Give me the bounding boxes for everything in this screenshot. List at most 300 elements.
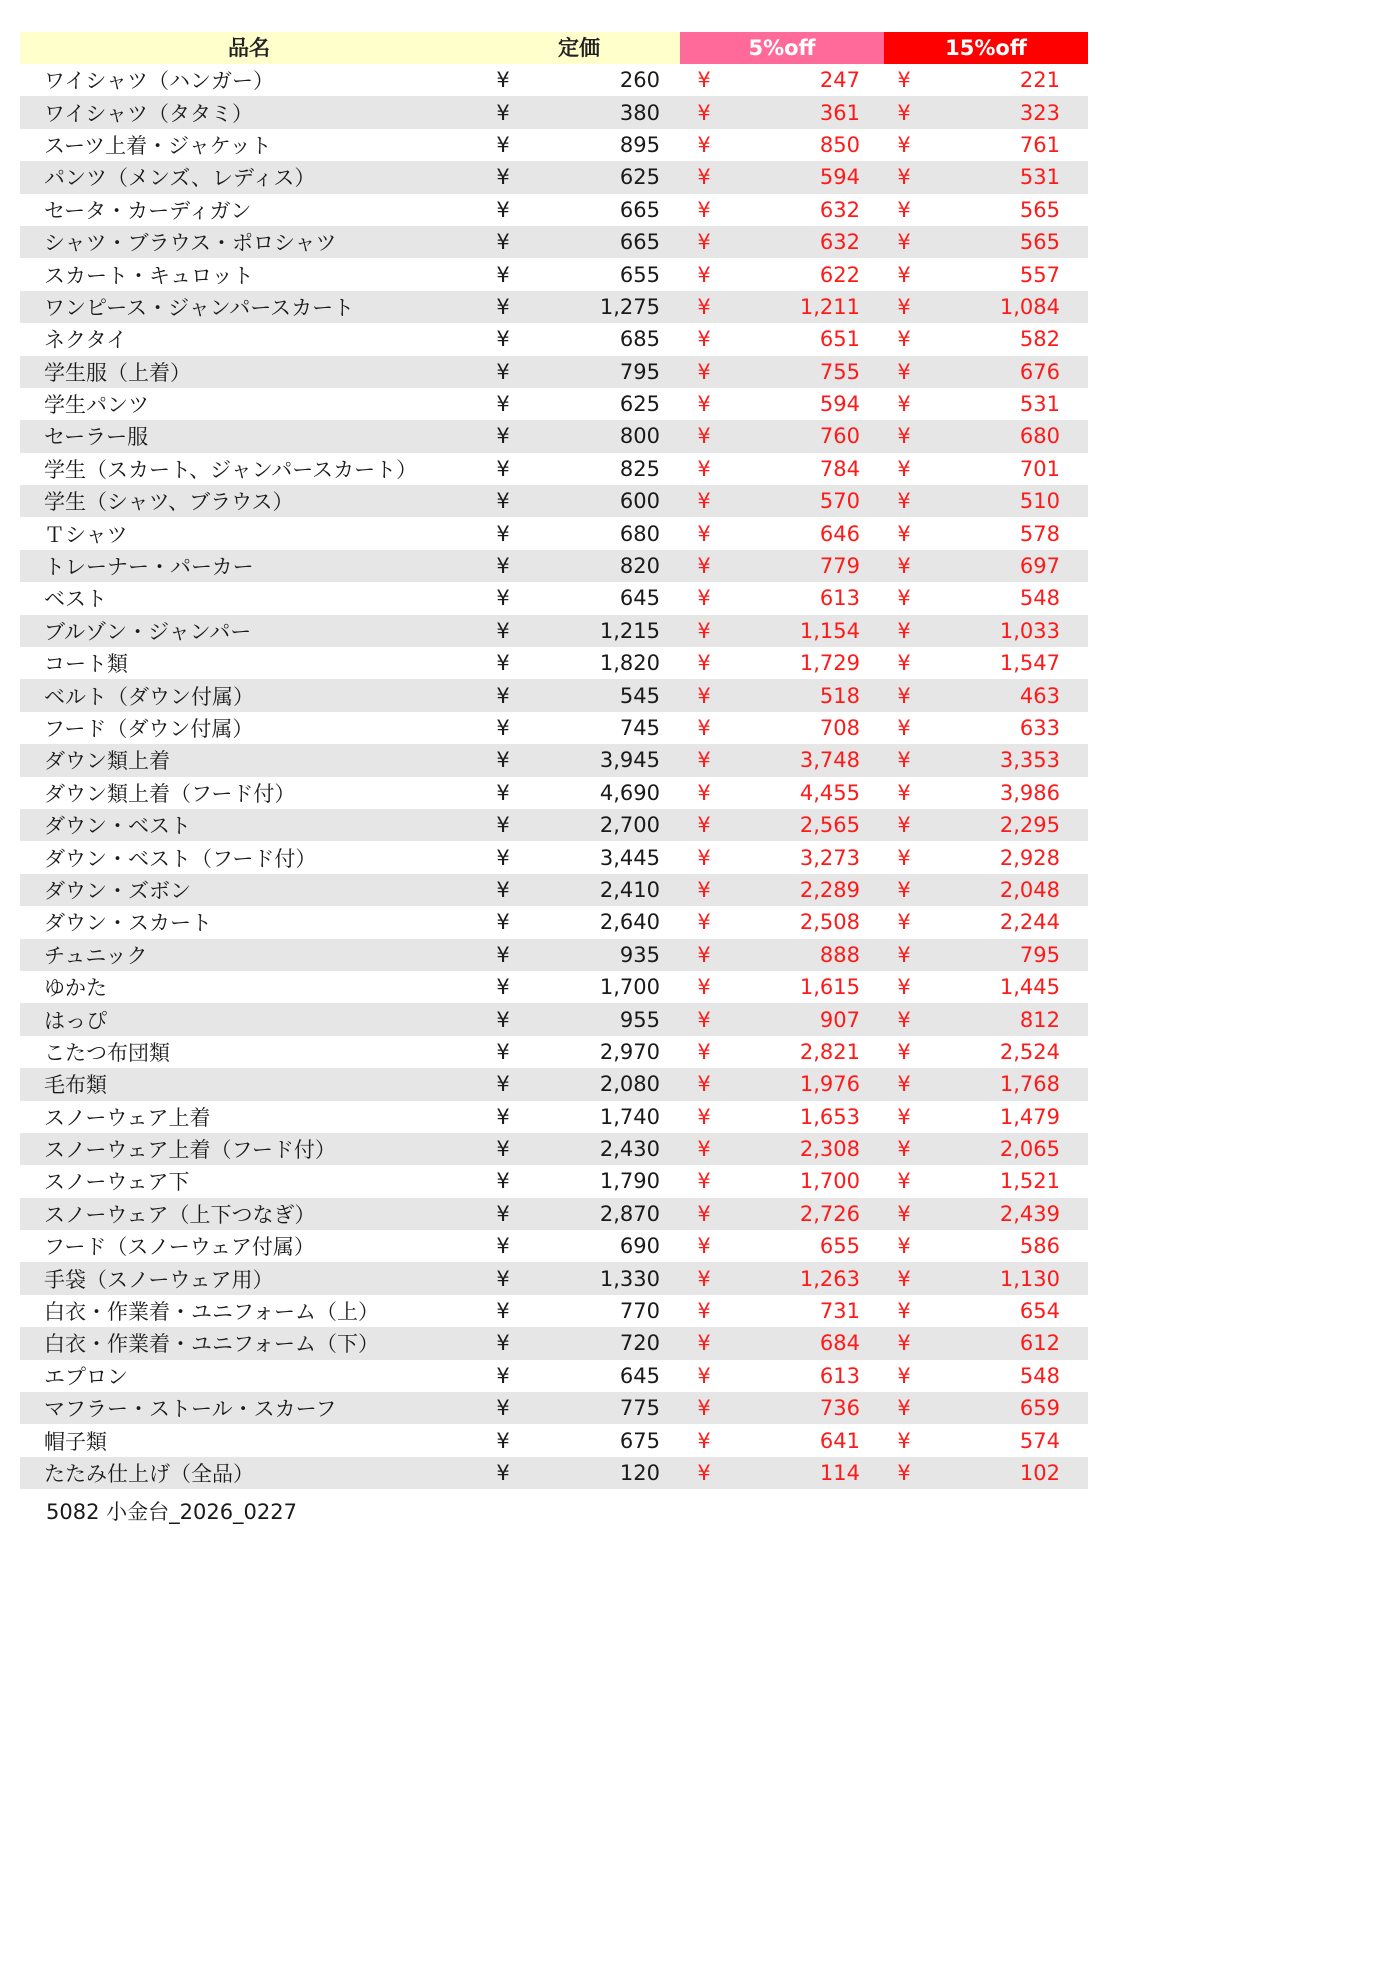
list-price: 935 xyxy=(619,942,660,967)
price-table xyxy=(20,32,1088,1489)
price-currency: ¥ xyxy=(496,780,510,805)
table-header xyxy=(20,32,1088,64)
off15-price: 633 xyxy=(1019,716,1060,740)
off5-currency: ¥ xyxy=(697,975,711,1000)
table-row xyxy=(20,1198,1088,1230)
price-currency: ¥ xyxy=(496,165,510,190)
off5-currency: ¥ xyxy=(697,424,711,449)
off5-currency: ¥ xyxy=(697,1460,711,1485)
off5-price: 1,154 xyxy=(799,618,860,643)
off15-price: 578 xyxy=(1019,521,1060,546)
off5-currency: ¥ xyxy=(697,813,711,838)
list-price: 625 xyxy=(619,165,660,190)
list-price: 680 xyxy=(619,521,660,546)
item-name: 白衣・作業着・ユニフォーム（上） xyxy=(44,1300,379,1325)
table-row xyxy=(20,1457,1088,1489)
off5-price: 708 xyxy=(819,716,860,740)
off5-currency: ¥ xyxy=(697,651,711,676)
price-currency: ¥ xyxy=(496,1266,510,1291)
price-currency: ¥ xyxy=(496,1137,510,1162)
table-row xyxy=(20,1101,1088,1133)
off5-price: 784 xyxy=(819,456,860,481)
off15-currency: ¥ xyxy=(897,748,911,773)
off5-price: 655 xyxy=(819,1234,860,1259)
price-currency: ¥ xyxy=(496,359,510,384)
table-row xyxy=(20,129,1088,161)
table-row xyxy=(20,1165,1088,1197)
off5-price: 3,273 xyxy=(799,845,860,870)
item-name: ブルゾン・ジャンパー xyxy=(44,619,252,644)
item-name: ゆかた xyxy=(44,976,107,1001)
off5-price: 651 xyxy=(819,327,860,352)
off5-price: 518 xyxy=(819,683,860,708)
off5-price: 641 xyxy=(819,1428,860,1453)
off5-price: 2,289 xyxy=(799,877,860,902)
off15-currency: ¥ xyxy=(897,1072,911,1097)
list-price: 820 xyxy=(619,554,660,579)
off15-price: 323 xyxy=(1019,100,1060,125)
off5-currency: ¥ xyxy=(697,845,711,870)
table-row xyxy=(20,971,1088,1003)
price-currency: ¥ xyxy=(496,1201,510,1226)
item-name: 帽子類 xyxy=(44,1429,107,1454)
off5-currency: ¥ xyxy=(697,392,711,417)
off15-currency: ¥ xyxy=(897,1137,911,1162)
off15-currency: ¥ xyxy=(897,1299,911,1324)
list-price: 1,700 xyxy=(599,975,660,1000)
table-row xyxy=(20,517,1088,549)
off5-currency: ¥ xyxy=(697,1072,711,1097)
off15-currency: ¥ xyxy=(897,1007,911,1032)
price-currency: ¥ xyxy=(496,748,510,773)
list-price: 745 xyxy=(619,716,660,740)
price-currency: ¥ xyxy=(496,813,510,838)
list-price: 1,790 xyxy=(599,1169,660,1194)
list-price: 1,275 xyxy=(599,294,660,319)
price-currency: ¥ xyxy=(496,910,510,935)
off15-currency: ¥ xyxy=(897,359,911,384)
off15-price: 2,928 xyxy=(999,845,1060,870)
list-price: 720 xyxy=(619,1331,660,1356)
off5-price: 1,729 xyxy=(799,651,860,676)
off5-currency: ¥ xyxy=(697,165,711,190)
off15-price: 2,065 xyxy=(999,1137,1060,1162)
off5-currency: ¥ xyxy=(697,1363,711,1388)
table-row xyxy=(20,258,1088,290)
item-name: ダウン・ズボン xyxy=(44,878,191,903)
off15-price: 221 xyxy=(1019,68,1060,93)
list-price: 645 xyxy=(619,1363,660,1388)
off15-price: 1,130 xyxy=(999,1266,1060,1291)
price-currency: ¥ xyxy=(496,716,510,740)
price-currency: ¥ xyxy=(496,424,510,449)
off15-currency: ¥ xyxy=(897,327,911,352)
price-currency: ¥ xyxy=(496,230,510,255)
price-currency: ¥ xyxy=(496,1104,510,1129)
off5-currency: ¥ xyxy=(697,716,711,740)
off15-currency: ¥ xyxy=(897,456,911,481)
item-name: フード（スノーウェア付属） xyxy=(44,1235,315,1260)
off15-currency: ¥ xyxy=(897,1201,911,1226)
table-row xyxy=(20,906,1088,938)
off15-price: 574 xyxy=(1019,1428,1060,1453)
off15-currency: ¥ xyxy=(897,586,911,611)
off5-price: 2,726 xyxy=(799,1201,860,1226)
table-row xyxy=(20,1230,1088,1262)
off15-price: 3,986 xyxy=(999,780,1060,805)
off15-price: 2,524 xyxy=(999,1039,1060,1064)
item-name: シャツ・ブラウス・ポロシャツ xyxy=(44,231,337,256)
off15-price: 565 xyxy=(1019,230,1060,255)
off15-currency: ¥ xyxy=(897,683,911,708)
list-price: 2,080 xyxy=(599,1072,660,1097)
table-row xyxy=(20,939,1088,971)
item-name: 学生（シャツ、ブラウス） xyxy=(44,490,294,515)
item-name: 手袋（スノーウェア用） xyxy=(44,1267,274,1292)
off15-currency: ¥ xyxy=(897,1460,911,1485)
item-name: 学生（スカート、ジャンパースカート） xyxy=(44,457,418,482)
off5-currency: ¥ xyxy=(697,262,711,287)
off15-price: 1,521 xyxy=(999,1169,1060,1194)
price-currency: ¥ xyxy=(496,877,510,902)
off5-currency: ¥ xyxy=(697,1137,711,1162)
header-15-percent-off: 15%off xyxy=(884,32,1088,64)
price-currency: ¥ xyxy=(496,1039,510,1064)
item-name: スノーウェア上着（フード付） xyxy=(44,1138,336,1163)
off15-price: 1,445 xyxy=(999,975,1060,1000)
off15-currency: ¥ xyxy=(897,1428,911,1453)
table-row xyxy=(20,388,1088,420)
off15-price: 2,439 xyxy=(999,1201,1060,1226)
list-price: 770 xyxy=(619,1299,660,1324)
item-name: ベスト xyxy=(44,587,107,612)
item-name: セータ・カーディガン xyxy=(44,198,252,223)
off15-price: 761 xyxy=(1019,132,1060,157)
item-name: ネクタイ xyxy=(44,328,128,353)
off15-price: 463 xyxy=(1019,683,1060,708)
item-name: ワイシャツ（タタミ） xyxy=(44,101,253,126)
item-name: こたつ布団類 xyxy=(44,1040,170,1065)
item-name: はっぴ xyxy=(44,1008,107,1033)
list-price: 380 xyxy=(619,100,660,125)
list-price: 120 xyxy=(619,1460,660,1485)
off15-price: 612 xyxy=(1019,1331,1060,1356)
item-name: トレーナー・パーカー xyxy=(44,555,254,580)
off5-price: 632 xyxy=(819,230,860,255)
item-name: エプロン xyxy=(44,1364,128,1389)
table-row xyxy=(20,1327,1088,1359)
off5-currency: ¥ xyxy=(697,489,711,514)
off15-currency: ¥ xyxy=(897,1266,911,1291)
price-currency: ¥ xyxy=(496,1331,510,1356)
off15-currency: ¥ xyxy=(897,1331,911,1356)
off5-currency: ¥ xyxy=(697,1104,711,1129)
price-currency: ¥ xyxy=(496,1460,510,1485)
off5-currency: ¥ xyxy=(697,780,711,805)
table-row xyxy=(20,1360,1088,1392)
table-row xyxy=(20,615,1088,647)
off15-currency: ¥ xyxy=(897,230,911,255)
off15-currency: ¥ xyxy=(897,845,911,870)
off15-price: 548 xyxy=(1019,586,1060,611)
price-currency: ¥ xyxy=(496,586,510,611)
price-currency: ¥ xyxy=(496,942,510,967)
table-row xyxy=(20,1295,1088,1327)
list-price: 1,820 xyxy=(599,651,660,676)
off15-price: 586 xyxy=(1019,1234,1060,1259)
off5-currency: ¥ xyxy=(697,100,711,125)
item-name: ダウン類上着 xyxy=(44,749,170,774)
item-name: パンツ（メンズ、レディス） xyxy=(44,166,316,191)
off5-price: 1,653 xyxy=(799,1104,860,1129)
off5-currency: ¥ xyxy=(697,618,711,643)
item-name: スノーウェア下 xyxy=(44,1170,190,1195)
table-row xyxy=(20,679,1088,711)
off5-price: 247 xyxy=(819,68,860,93)
off5-currency: ¥ xyxy=(697,586,711,611)
table-row xyxy=(20,356,1088,388)
off5-price: 613 xyxy=(819,1363,860,1388)
table-row xyxy=(20,291,1088,323)
header-list-price: 定価 xyxy=(478,32,680,64)
list-price: 1,330 xyxy=(599,1266,660,1291)
table-row xyxy=(20,453,1088,485)
off5-currency: ¥ xyxy=(697,294,711,319)
off5-currency: ¥ xyxy=(697,910,711,935)
table-row xyxy=(20,1036,1088,1068)
item-name: 毛布類 xyxy=(44,1073,107,1098)
off15-currency: ¥ xyxy=(897,262,911,287)
list-price: 1,740 xyxy=(599,1104,660,1129)
off5-price: 684 xyxy=(819,1331,860,1356)
table-row xyxy=(20,712,1088,744)
price-currency: ¥ xyxy=(496,975,510,1000)
off15-currency: ¥ xyxy=(897,489,911,514)
list-price: 685 xyxy=(619,327,660,352)
item-name: 白衣・作業着・ユニフォーム（下） xyxy=(44,1332,379,1357)
item-name: スノーウェア上着 xyxy=(44,1105,211,1130)
list-price: 645 xyxy=(619,586,660,611)
price-currency: ¥ xyxy=(496,197,510,222)
item-name: ワンピース・ジャンパースカート xyxy=(44,295,355,320)
item-name: マフラー・ストール・スカーフ xyxy=(44,1397,337,1422)
off5-price: 2,308 xyxy=(799,1137,860,1162)
off15-price: 676 xyxy=(1019,359,1060,384)
off5-price: 888 xyxy=(819,942,860,967)
off5-price: 646 xyxy=(819,521,860,546)
off5-price: 2,565 xyxy=(799,813,860,838)
price-currency: ¥ xyxy=(496,1234,510,1259)
off5-currency: ¥ xyxy=(697,68,711,93)
list-price: 955 xyxy=(619,1007,660,1032)
item-name: ダウン類上着（フード付） xyxy=(44,781,296,806)
table-row xyxy=(20,194,1088,226)
off15-currency: ¥ xyxy=(897,197,911,222)
off15-currency: ¥ xyxy=(897,392,911,417)
list-price: 3,445 xyxy=(599,845,660,870)
off15-currency: ¥ xyxy=(897,1039,911,1064)
off15-price: 531 xyxy=(1019,165,1060,190)
item-name: ダウン・スカート xyxy=(44,911,212,936)
off15-currency: ¥ xyxy=(897,877,911,902)
off5-price: 632 xyxy=(819,197,860,222)
off15-price: 565 xyxy=(1019,197,1060,222)
header-5-percent-off: 5%off xyxy=(680,32,884,64)
off5-price: 1,211 xyxy=(799,294,860,319)
list-price: 260 xyxy=(619,68,660,93)
off15-currency: ¥ xyxy=(897,68,911,93)
off15-price: 3,353 xyxy=(999,748,1060,773)
price-currency: ¥ xyxy=(496,554,510,579)
off5-currency: ¥ xyxy=(697,327,711,352)
table-row xyxy=(20,1424,1088,1456)
list-price: 895 xyxy=(619,132,660,157)
off5-currency: ¥ xyxy=(697,1039,711,1064)
off15-currency: ¥ xyxy=(897,1234,911,1259)
list-price: 625 xyxy=(619,392,660,417)
off15-price: 531 xyxy=(1019,392,1060,417)
item-name: フード（ダウン付属） xyxy=(44,717,254,741)
table-row xyxy=(20,1003,1088,1035)
price-currency: ¥ xyxy=(496,1396,510,1421)
list-price: 655 xyxy=(619,262,660,287)
table-row xyxy=(20,647,1088,679)
footer-code: 5082 小金台_2026_0227 xyxy=(46,1500,298,1524)
off5-price: 736 xyxy=(819,1396,860,1421)
price-currency: ¥ xyxy=(496,521,510,546)
off5-currency: ¥ xyxy=(697,1266,711,1291)
item-name: スノーウェア（上下つなぎ） xyxy=(44,1202,316,1227)
off15-currency: ¥ xyxy=(897,780,911,805)
off5-price: 1,976 xyxy=(799,1072,860,1097)
item-name: 学生服（上着） xyxy=(44,360,191,385)
table-row xyxy=(20,64,1088,96)
off15-price: 1,033 xyxy=(999,618,1060,643)
off15-currency: ¥ xyxy=(897,942,911,967)
off15-currency: ¥ xyxy=(897,813,911,838)
item-name: Ｔシャツ xyxy=(44,522,128,547)
off5-currency: ¥ xyxy=(697,456,711,481)
off5-currency: ¥ xyxy=(697,1396,711,1421)
off5-currency: ¥ xyxy=(697,1428,711,1453)
off5-currency: ¥ xyxy=(697,197,711,222)
off5-price: 760 xyxy=(819,424,860,449)
table-row xyxy=(20,744,1088,776)
price-currency: ¥ xyxy=(496,683,510,708)
list-price: 1,215 xyxy=(599,618,660,643)
off15-currency: ¥ xyxy=(897,651,911,676)
list-price: 2,870 xyxy=(599,1201,660,1226)
list-price: 800 xyxy=(619,424,660,449)
off5-price: 779 xyxy=(819,554,860,579)
item-name: コート類 xyxy=(44,652,128,677)
list-price: 2,430 xyxy=(599,1137,660,1162)
off15-price: 795 xyxy=(1019,942,1060,967)
table-row xyxy=(20,1392,1088,1424)
list-price: 3,945 xyxy=(599,748,660,773)
price-currency: ¥ xyxy=(496,618,510,643)
price-currency: ¥ xyxy=(496,262,510,287)
off5-currency: ¥ xyxy=(697,359,711,384)
table-row xyxy=(20,161,1088,193)
off5-price: 850 xyxy=(819,132,860,157)
table-row xyxy=(20,777,1088,809)
off5-price: 731 xyxy=(819,1299,860,1324)
off15-currency: ¥ xyxy=(897,521,911,546)
table-row xyxy=(20,874,1088,906)
table-row xyxy=(20,96,1088,128)
item-name: 学生パンツ xyxy=(44,393,149,418)
list-price: 2,410 xyxy=(599,877,660,902)
table-row xyxy=(20,420,1088,452)
item-name: ワイシャツ（ハンガー） xyxy=(44,69,274,94)
off15-price: 1,479 xyxy=(999,1104,1060,1129)
table-row xyxy=(20,582,1088,614)
off5-price: 594 xyxy=(819,392,860,417)
list-price: 665 xyxy=(619,197,660,222)
table-row xyxy=(20,226,1088,258)
table-row xyxy=(20,841,1088,873)
price-currency: ¥ xyxy=(496,1299,510,1324)
off5-currency: ¥ xyxy=(697,1299,711,1324)
off5-currency: ¥ xyxy=(697,554,711,579)
price-currency: ¥ xyxy=(496,1072,510,1097)
off5-price: 2,821 xyxy=(799,1039,860,1064)
off15-currency: ¥ xyxy=(897,1363,911,1388)
off5-price: 622 xyxy=(819,262,860,287)
list-price: 545 xyxy=(619,683,660,708)
off15-price: 701 xyxy=(1019,456,1060,481)
off15-price: 1,768 xyxy=(999,1072,1060,1097)
off15-price: 557 xyxy=(1019,262,1060,287)
table-row xyxy=(20,550,1088,582)
off15-price: 2,244 xyxy=(999,910,1060,935)
list-price: 4,690 xyxy=(599,780,660,805)
price-currency: ¥ xyxy=(496,294,510,319)
price-currency: ¥ xyxy=(496,1363,510,1388)
off15-price: 1,547 xyxy=(999,651,1060,676)
off5-currency: ¥ xyxy=(697,1331,711,1356)
off15-currency: ¥ xyxy=(897,1396,911,1421)
table-row xyxy=(20,1133,1088,1165)
off15-price: 510 xyxy=(1019,489,1060,514)
off5-currency: ¥ xyxy=(697,1007,711,1032)
off15-currency: ¥ xyxy=(897,165,911,190)
list-price: 675 xyxy=(619,1428,660,1453)
price-currency: ¥ xyxy=(496,100,510,125)
off5-currency: ¥ xyxy=(697,942,711,967)
list-price: 825 xyxy=(619,456,660,481)
off5-currency: ¥ xyxy=(697,132,711,157)
off15-currency: ¥ xyxy=(897,424,911,449)
off15-currency: ¥ xyxy=(897,1104,911,1129)
off15-currency: ¥ xyxy=(897,132,911,157)
off5-currency: ¥ xyxy=(697,877,711,902)
list-price: 2,970 xyxy=(599,1039,660,1064)
table-row xyxy=(20,485,1088,517)
off15-currency: ¥ xyxy=(897,100,911,125)
off15-price: 654 xyxy=(1019,1299,1060,1324)
table-row xyxy=(20,809,1088,841)
list-price: 2,640 xyxy=(599,910,660,935)
table-row xyxy=(20,323,1088,355)
price-currency: ¥ xyxy=(496,68,510,93)
off5-price: 1,615 xyxy=(799,975,860,1000)
off15-price: 1,084 xyxy=(999,294,1060,319)
off5-price: 613 xyxy=(819,586,860,611)
off5-currency: ¥ xyxy=(697,1169,711,1194)
list-price: 775 xyxy=(619,1396,660,1421)
